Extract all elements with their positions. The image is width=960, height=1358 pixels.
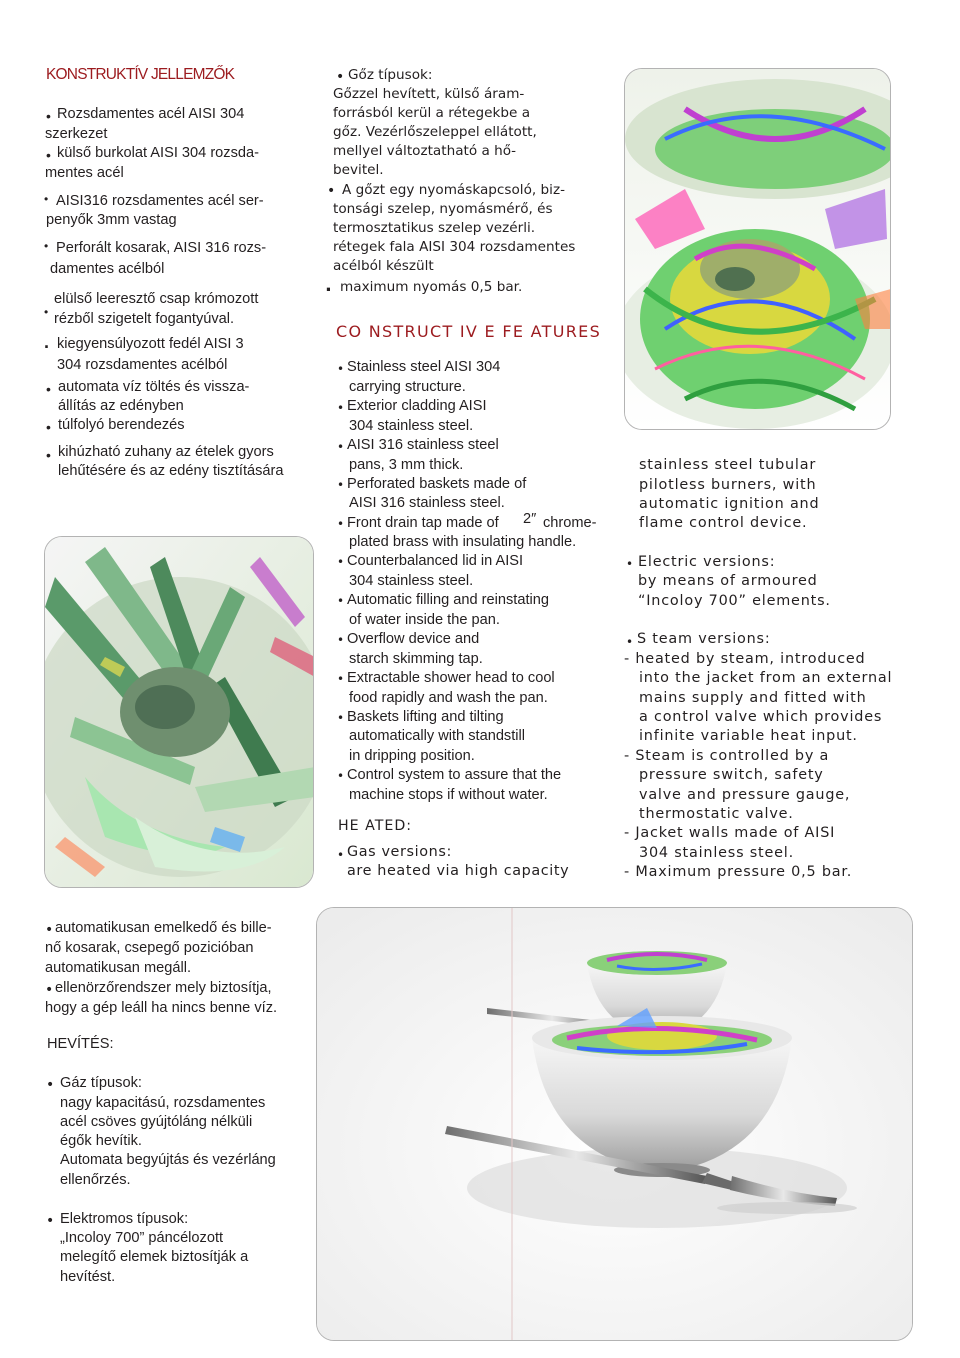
hu-steam-line: maximum nyomás 0,5 bar.: [340, 279, 523, 295]
food-photo-left: [44, 536, 314, 888]
hu-electric-line: hevítést.: [60, 1269, 116, 1285]
hu-gas-line: Gáz típusok:: [60, 1075, 142, 1091]
hu-auto-line: automatikusan emelkedő és bille-: [55, 920, 272, 936]
hu-feature-line: penyők 3mm vastag: [46, 212, 177, 228]
en-feature-line: of water inside the pan.: [349, 612, 500, 628]
hu-electric-line: melegítő elemek biztosítják a: [60, 1249, 249, 1265]
hu-feature-line: 304 rozsdamentes acélból: [57, 357, 228, 373]
en-feature-line: Exterior cladding AISI: [347, 398, 487, 414]
en-gas-line: are heated via high capacity: [347, 863, 570, 879]
food-photo-left-image: [45, 537, 314, 888]
en-feature-line: carrying structure.: [349, 379, 466, 395]
hu-feature-line: automata víz töltés és vissza-: [58, 379, 250, 395]
en-gas-line: Gas versions:: [347, 844, 452, 860]
bullet: •: [44, 305, 49, 319]
hu-steam-line: rétegek fala AISI 304 rozsdamentes: [333, 239, 576, 255]
bullet: •: [337, 711, 345, 725]
en-electric-line: “Incoloy 700” elements.: [638, 593, 831, 609]
hu-feature-line: szerkezet: [45, 126, 108, 142]
hu-gas-line: acél csöves gyújtóláng nélküli: [60, 1114, 253, 1130]
hu-steam-line: forrásból kerül a rétegekbe a: [333, 105, 531, 121]
bullet: •: [337, 362, 345, 376]
bullet: •: [46, 1077, 55, 1093]
en-feature-line: Perforated baskets made of: [347, 476, 527, 492]
bullet: •: [336, 69, 345, 85]
hu-steam-line: Gőz típusok:: [348, 67, 433, 83]
en-feature-line: Stainless steel AISI 304: [347, 359, 501, 375]
en-steam-line: - Steam is controlled by a: [624, 748, 830, 764]
en-gas-line: stainless steel tubular: [639, 457, 817, 473]
en-electric-line: by means of armoured: [638, 573, 818, 589]
en-gas-line: pilotless burners, with: [639, 477, 817, 493]
hu-feature-line: lehűtésére és az edény tisztítására: [58, 463, 284, 479]
hu-feature-line: Perforált kosarak, AISI 316 rozs-: [56, 240, 267, 256]
hu-feature-line: túlfolyó berendezés: [58, 417, 185, 433]
hu-feature-line: damentes acélból: [50, 261, 165, 277]
en-feature-line: 304 stainless steel.: [349, 573, 474, 589]
en-steam-line: - heated by steam, introduced: [624, 651, 866, 667]
en-feature-line: Automatic filling and reinstating: [347, 592, 549, 608]
en-steam-line: pressure switch, safety: [639, 767, 824, 783]
en-feature-line: Baskets lifting and tilting: [347, 709, 504, 725]
bullet: •: [626, 635, 634, 649]
hu-auto-line: automatikusan megáll.: [45, 960, 192, 976]
hu-auto-line: hogy a gép leáll ha nincs benne víz.: [45, 1000, 278, 1016]
hu-feature-line: külső burkolat AISI 304 rozsda-: [57, 145, 259, 161]
en-feature-line: Extractable shower head to cool: [347, 670, 555, 686]
hu-steam-line: A gőzt egy nyomáskapcsoló, biz-: [342, 182, 565, 198]
hu-heating-heading: HEVÍTÉS:: [47, 1036, 114, 1052]
bullet: •: [46, 419, 51, 435]
en-steam-line: S team versions:: [637, 631, 771, 647]
hu-feature-line: kiegyensúlyozott fedél AISI 3: [57, 336, 244, 352]
hu-electric-line: Elektromos típusok:: [60, 1211, 189, 1227]
bullet: •: [46, 447, 51, 463]
bullet: •: [46, 1213, 55, 1229]
bullet: •: [337, 672, 345, 686]
en-feature-line: Front drain tap made of: [347, 515, 499, 531]
bullet: •: [337, 633, 345, 647]
en-feature-line: machine stops if without water.: [349, 787, 548, 803]
en-feature-line: chrome-: [543, 515, 597, 531]
bullet: •: [44, 192, 49, 206]
hu-gas-line: ellenőrzés.: [60, 1172, 131, 1188]
bullet: •: [44, 239, 49, 253]
en-feature-line: automatically with standstill: [349, 728, 526, 744]
hu-steam-line: Gőzzel hevített, külső áram-: [333, 86, 525, 102]
en-steam-line: infinite variable heat input.: [639, 728, 858, 744]
en-feature-line: food rapidly and wash the pan.: [349, 690, 548, 706]
en-feature-line: Counterbalanced lid in AISI: [347, 553, 524, 569]
hu-heading: KONSTRUKTÍV JELLEMZŐK: [46, 66, 235, 83]
bullet: •: [46, 108, 51, 124]
hu-feature-line: AISI316 rozsdamentes acél ser-: [56, 193, 264, 209]
en-feature-line: AISI 316 stainless steel: [347, 437, 499, 453]
bowls-fork-photo-image: [317, 908, 913, 1341]
en-gas-line: automatic ignition and: [639, 496, 820, 512]
en-steam-line: a control valve which provides: [639, 709, 883, 725]
en-feature-line: Overflow device and: [347, 631, 480, 647]
en-feature-line: pans, 3 mm thick.: [349, 457, 464, 473]
bullet: •: [46, 147, 51, 163]
en-steam-line: into the jacket from an external: [639, 670, 893, 686]
en-feature-line: 304 stainless steel.: [349, 418, 474, 434]
en-heading: CO NSTRUCT IV E FE ATURES: [336, 322, 602, 341]
bullet: •: [337, 848, 345, 862]
bullet: •: [626, 557, 634, 571]
bullet: •: [337, 478, 345, 492]
bullet: •: [337, 594, 345, 608]
hu-steam-line: mellyel változtatható a hő-: [333, 143, 516, 159]
en-steam-line: - Jacket walls made of AISI: [624, 825, 836, 841]
hu-feature-line: állítás az edényben: [58, 398, 184, 414]
hu-feature-line: Rozsdamentes acél AISI 304: [57, 106, 245, 122]
bullet: •: [337, 555, 345, 569]
hu-auto-line: ellenörzőrendszer mely biztosítja,: [55, 980, 272, 996]
bullet: •: [337, 517, 345, 531]
hu-electric-line: „Incoloy 700” páncélozott: [60, 1230, 224, 1246]
en-feature-line: 2″: [523, 511, 537, 527]
bullet: .: [325, 275, 332, 296]
en-steam-line: thermostatic valve.: [639, 806, 794, 822]
bullet: •: [45, 982, 54, 998]
bullet: •: [337, 440, 345, 454]
bullet: •: [337, 769, 345, 783]
hu-steam-line: tonsági szelep, nyomásmérő, és: [333, 201, 553, 217]
en-steam-line: 304 stainless steel.: [639, 845, 794, 861]
en-feature-line: plated brass with insulating handle.: [349, 534, 577, 550]
bullet: •: [327, 183, 336, 199]
hu-feature-line: elülső leeresztő csap krómozott: [54, 291, 259, 307]
bullet: •: [337, 401, 345, 415]
bullet: •: [46, 381, 51, 397]
hu-steam-line: acélból készült: [333, 258, 434, 274]
bullet: .: [44, 332, 50, 352]
food-photo-top-right-image: [625, 69, 891, 430]
en-gas-line: flame control device.: [639, 515, 808, 531]
en-feature-line: AISI 316 stainless steel.: [349, 495, 505, 511]
hu-gas-line: égők hevítik.: [60, 1133, 142, 1149]
bowls-fork-photo: [316, 907, 913, 1341]
hu-steam-line: gőz. Vezérlőszeleppel ellátott,: [333, 124, 537, 140]
hu-gas-line: nagy kapacitású, rozsdamentes: [60, 1095, 266, 1111]
en-steam-line: - Maximum pressure 0,5 bar.: [624, 864, 853, 880]
en-electric-line: Electric versions:: [638, 554, 776, 570]
en-steam-line: mains supply and fitted with: [639, 690, 867, 706]
bullet: •: [45, 922, 54, 938]
hu-steam-line: termosztatikus szelep vezérli.: [333, 220, 536, 236]
food-photo-top-right: [624, 68, 891, 430]
en-feature-line: in dripping position.: [349, 748, 475, 764]
hu-feature-line: kihúzható zuhany az ételek gyors: [58, 444, 274, 460]
hu-feature-line: rézből szigetelt fogantyúval.: [54, 311, 235, 327]
hu-gas-line: Automata begyújtás és vezérláng: [60, 1152, 276, 1168]
en-heated-heading: HE ATED:: [338, 818, 413, 834]
en-feature-line: starch skimming tap.: [349, 651, 483, 667]
hu-steam-line: bevitel.: [333, 162, 384, 178]
hu-auto-line: nő kosarak, csepegő pozicióban: [45, 940, 254, 956]
en-feature-line: Control system to assure that the: [347, 767, 562, 783]
hu-feature-line: mentes acél: [45, 165, 124, 181]
en-steam-line: valve and pressure gauge,: [639, 787, 851, 803]
